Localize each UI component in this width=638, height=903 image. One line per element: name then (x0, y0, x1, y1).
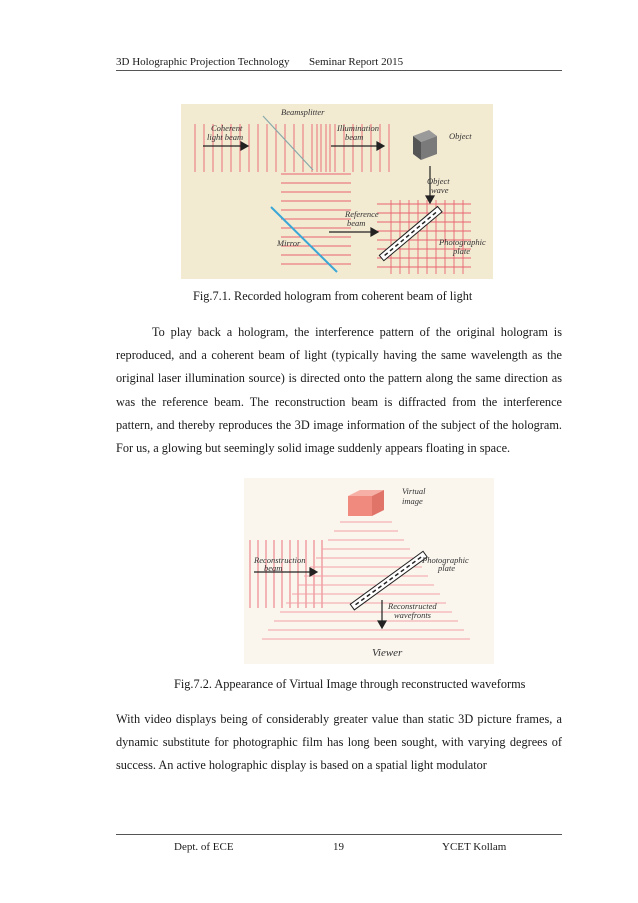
photographic-label-1: Photographic (439, 237, 486, 247)
virtual-image-cube-shape (348, 490, 384, 516)
object-wave-label-2: wave (431, 185, 449, 195)
reference-label-1: Reference (345, 209, 379, 219)
figure-virtual-image (244, 478, 494, 664)
reference-label-2: beam (347, 218, 366, 228)
illumination-label-2: beam (345, 132, 364, 142)
reconstructed-label-1: Reconstructed (388, 601, 437, 611)
figure2-caption: Fig.7.2. Appearance of Virtual Image through reconstructed waveforms (174, 677, 526, 691)
coherent-label-2: light beam (207, 132, 244, 142)
footer-college: YCET Kollam (442, 841, 507, 853)
footer-dept: Dept. of ECE (174, 841, 234, 853)
header-title: 3D Holographic Projection Technology (116, 56, 290, 68)
reconstruction-label-2: beam (264, 563, 283, 573)
header-rule (116, 70, 562, 71)
object-wave-label-1: Object (427, 176, 450, 186)
photographic-label-2: plate (453, 246, 470, 256)
coherent-label-1: Coherent (211, 123, 243, 133)
header-report: Seminar Report 2015 (309, 56, 404, 68)
virtual-image-diagram (244, 478, 494, 664)
beamsplitter-label: Beamsplitter (281, 107, 325, 117)
viewer-label: Viewer (372, 647, 403, 659)
object-cube-shape (413, 130, 437, 160)
paragraph-active-display: With video displays being of considerably greater value than static 3D picture frames, a dynamic substitute for photographic film has long been sought, with varying degrees of success. An active holographic display is based on a spatial light modulator (116, 712, 562, 773)
mirror-label: Mirror (277, 238, 301, 248)
virtual-label-2: image (402, 496, 423, 506)
illumination-label-1: Illumination (337, 123, 380, 133)
photographic-plate-shape (379, 207, 442, 261)
object-label: Object (449, 131, 472, 141)
reconstructed-label-2: wavefronts (394, 610, 431, 620)
paragraph-playback: To play back a hologram, the interference pattern of the original hologram is reproduced, and a coherent beam of light (typically having the same wavelength as the original laser illumination source) is directed onto the pattern along the same direction as was the reference beam. The reconstruction beam is diffracted from the interference pattern, and thereby reproduces the 3D image information of the subject of the hologram. For us, a glowing but seemingly solid image suddenly appears floating in space. (116, 325, 562, 456)
photographic-label-2-2: plate (438, 563, 455, 573)
figure-recorded-hologram (181, 104, 493, 279)
footer-rule (116, 834, 562, 835)
photographic-label-2-1: Photographic (422, 555, 469, 565)
footer-page-number: 19 (333, 841, 344, 853)
beamsplitter-shape (263, 116, 313, 170)
reconstruction-label-1: Reconstruction (254, 555, 306, 565)
figure1-caption: Fig.7.1. Recorded hologram from coherent beam of light (193, 289, 473, 303)
virtual-label-1: Virtual (402, 486, 426, 496)
hologram-recording-diagram (181, 104, 493, 279)
